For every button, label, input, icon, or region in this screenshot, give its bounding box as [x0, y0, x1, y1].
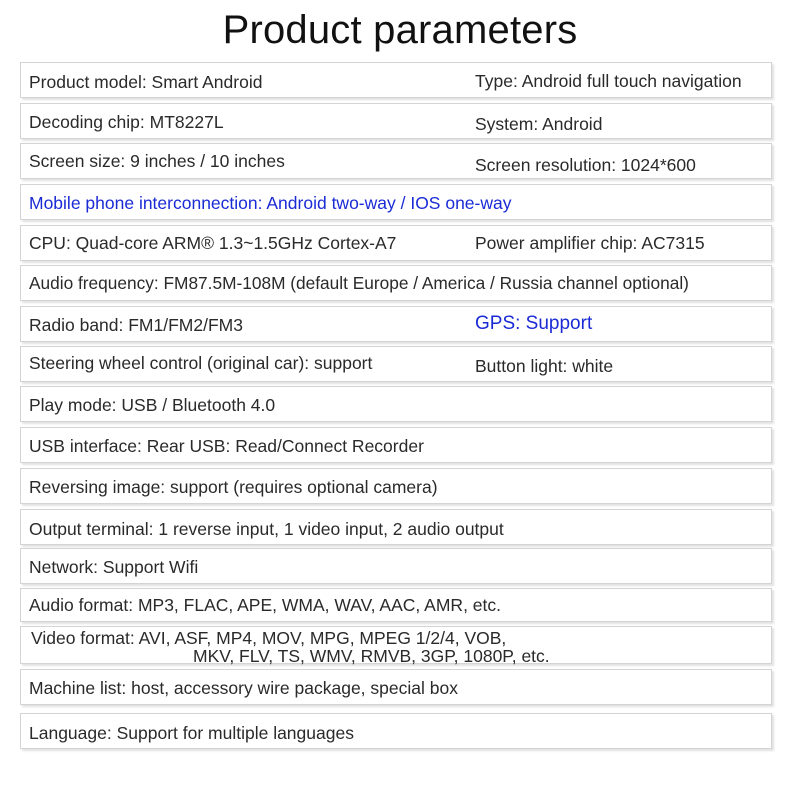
- product-model-text: Product model: Smart Android: [29, 72, 263, 92]
- power-amplifier-text: Power amplifier chip: AC7315: [475, 233, 705, 253]
- param-row-usb-interface: [20, 427, 772, 463]
- param-row-output-terminal: [20, 509, 772, 545]
- gps-text: GPS: Support: [475, 313, 593, 334]
- page-title: Product parameters: [222, 8, 578, 52]
- param-row-steering-wheel: [20, 346, 772, 382]
- output-terminal-text: Output terminal: 1 reverse input, 1 video input, 2 audio output: [29, 519, 504, 539]
- param-row-network: [20, 548, 772, 584]
- play-mode-text: Play mode: USB / Bluetooth 4.0: [29, 395, 276, 415]
- cpu-text: CPU: Quad-core ARM® 1.3~1.5GHz Cortex-A7: [29, 233, 397, 253]
- network-text: Network: Support Wifi: [29, 557, 199, 577]
- reversing-image-text: Reversing image: support (requires optional camera): [29, 477, 438, 497]
- radio-band-text: Radio band: FM1/FM2/FM3: [29, 315, 243, 335]
- param-row-machine-list: [20, 669, 772, 705]
- param-row-screen-size: [20, 143, 772, 179]
- screen-resolution-text: Screen resolution: 1024*600: [475, 155, 696, 175]
- screen-size-text: Screen size: 9 inches / 10 inches: [29, 151, 285, 171]
- type-text: Type: Android full touch navigation: [475, 71, 742, 91]
- param-row-audio-format: [20, 588, 772, 622]
- param-row-cpu: [20, 225, 772, 261]
- param-row-video-format: [20, 626, 772, 664]
- video-format-text-line2: MKV, FLV, TS, WMV, RMVB, 3GP, 1080P, etc.: [193, 646, 550, 666]
- audio-frequency-text: Audio frequency: FM87.5M-108M (default Europe / America / Russia channel optional): [29, 273, 689, 293]
- button-light-text: Button light: white: [475, 356, 614, 376]
- param-row-radio-band: [20, 306, 772, 342]
- param-row-phone-interconnection: [20, 184, 772, 220]
- phone-interconnection-text: Mobile phone interconnection: Android two-way / IOS one-way: [29, 193, 512, 213]
- param-row-decoding-chip: [20, 103, 772, 139]
- system-text: System: Android: [475, 114, 603, 134]
- steering-wheel-text: Steering wheel control (original car): support: [29, 353, 373, 373]
- param-row-audio-frequency: [20, 265, 772, 301]
- param-row-play-mode: [20, 386, 772, 422]
- decoding-chip-text: Decoding chip: MT8227L: [29, 112, 224, 132]
- language-text: Language: Support for multiple languages: [29, 723, 354, 743]
- video-format-text: Video format: AVI, ASF, MP4, MOV, MPG, MPEG 1/2/4, VOB,: [31, 628, 507, 648]
- param-row-product-model: [20, 62, 772, 98]
- usb-interface-text: USB interface: Rear USB: Read/Connect Recorder: [29, 436, 424, 456]
- audio-format-text: Audio format: MP3, FLAC, APE, WMA, WAV, AAC, AMR, etc.: [29, 595, 501, 615]
- machine-list-text: Machine list: host, accessory wire package, special box: [29, 678, 458, 698]
- param-row-language: [20, 713, 772, 749]
- param-row-reversing-image: [20, 468, 772, 504]
